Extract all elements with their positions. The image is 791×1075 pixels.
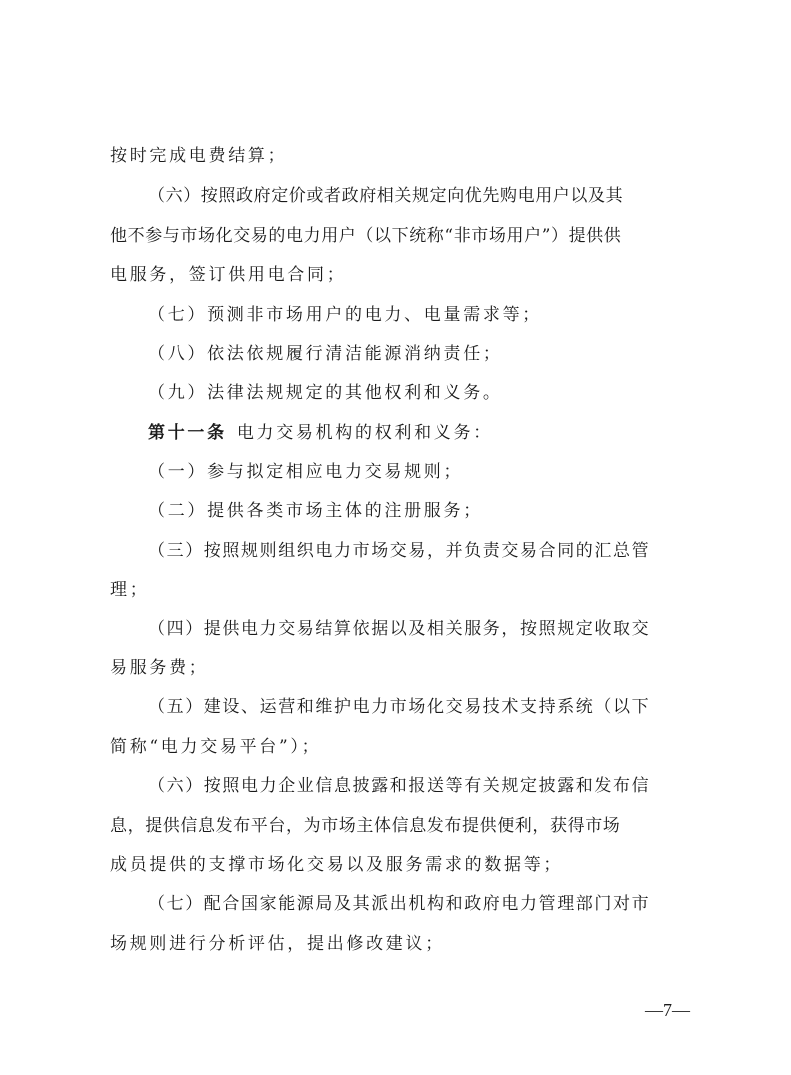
text-line: 按时完成电费结算； xyxy=(110,146,288,166)
text-line: 他不参与市场化交易的电力用户（以下统称“非市场用户”）提供供 xyxy=(110,226,622,246)
text-line: 息，提供信息发布平台，为市场主体信息发布提供便利，获得市场 xyxy=(110,816,621,836)
text-line: （四）提供电力交易结算依据以及相关服务，按照规定收取交 xyxy=(148,619,651,639)
page-number: —7— xyxy=(645,1000,690,1020)
article-line xyxy=(148,418,690,448)
text-line: （一）参与拟定相应电力交易规则； xyxy=(148,462,464,482)
text-line: 场规则进行分析评估，提出修改建议； xyxy=(110,934,445,954)
article-heading: 第十一条 xyxy=(148,423,227,443)
text-line: （三）按照规则组织电力市场交易，并负责交易合同的汇总管 xyxy=(148,541,651,561)
text-line: （九）法律法规规定的其他权利和义务。 xyxy=(148,383,503,403)
text-line: 易服务费； xyxy=(110,658,209,678)
text-line: 电服务，签订供用电合同； xyxy=(110,265,347,285)
text-line: （二）提供各类市场主体的注册服务； xyxy=(148,501,483,521)
text-line: 成员提供的支撑市场化交易以及服务需求的数据等； xyxy=(110,855,564,875)
text-line: （六）按照政府定价或者政府相关规定向优先购电用户以及其 xyxy=(148,186,624,206)
text-line: （五）建设、运营和维护电力市场化交易技术支持系统（以下 xyxy=(148,697,651,717)
article-title: 电力交易机构的权利和义务： xyxy=(236,423,493,443)
text-line: 理； xyxy=(110,580,150,600)
text-line: 简称“电力交易平台”）； xyxy=(110,737,322,757)
text-line: （六）按照电力企业信息披露和报送等有关规定披露和发布信 xyxy=(148,776,651,796)
text-line: （七）预测非市场用户的电力、电量需求等； xyxy=(148,305,542,325)
text-line: （八）依法依规履行清洁能源消纳责任； xyxy=(148,344,503,364)
text-line: （七）配合国家能源局及其派出机构和政府电力管理部门对市 xyxy=(148,894,651,914)
